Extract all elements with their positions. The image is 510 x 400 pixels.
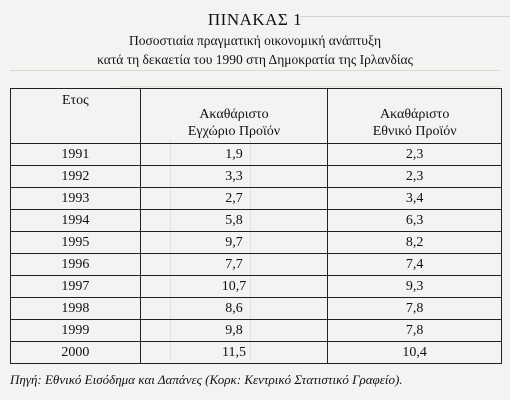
cell-gdp: 2,7 <box>140 188 328 210</box>
cell-year: 1996 <box>11 254 141 276</box>
cell-gnp: 8,2 <box>328 232 502 254</box>
source-note: Πηγή: Εθνικό Εισόδημα και Δαπάνες (Κορκ: Κεντρικό Στατιστικό Γραφείο). <box>10 372 403 387</box>
cell-year: 1992 <box>11 166 141 188</box>
table-row <box>11 342 502 364</box>
table-row <box>11 188 502 210</box>
table-title: ΠΙΝΑΚΑΣ 1 <box>207 10 303 29</box>
cell-gnp: 7,4 <box>328 254 502 276</box>
bleed-through-line <box>10 70 500 71</box>
table-header-row <box>11 89 502 144</box>
table-row <box>11 298 502 320</box>
cell-gnp: 9,3 <box>328 276 502 298</box>
cell-year: 2000 <box>11 342 141 364</box>
cell-year: 1993 <box>11 188 141 210</box>
table-row <box>11 210 502 232</box>
cell-year: 1998 <box>11 298 141 320</box>
cell-gnp: 2,3 <box>328 144 502 166</box>
cell-year: 1997 <box>11 276 141 298</box>
cell-gdp: 9,7 <box>140 232 328 254</box>
cell-gdp: 5,8 <box>140 210 328 232</box>
cell-gnp: 7,8 <box>328 298 502 320</box>
header-gdp-line-2: Εγχώριο Προϊόν <box>187 124 281 139</box>
cell-gnp: 7,8 <box>328 320 502 342</box>
cell-gdp: 8,6 <box>140 298 328 320</box>
cell-gdp: 7,7 <box>140 254 328 276</box>
table-row <box>11 144 502 166</box>
growth-table <box>10 88 502 364</box>
cell-gnp: 6,3 <box>328 210 502 232</box>
cell-gdp: 10,7 <box>140 276 328 298</box>
table-row <box>11 254 502 276</box>
header-year: Ετος <box>11 89 141 144</box>
cell-year: 1999 <box>11 320 141 342</box>
header-gnp-line-2: Εθνικό Προϊόν <box>372 124 457 139</box>
table-subtitle-line-2: κατά τη δεκαετία του 1990 στη Δημοκρατία της Ιρλανδίας <box>97 52 413 67</box>
header-gdp-line-1: Ακαθάριστο <box>199 107 269 122</box>
bleed-through-line <box>120 86 500 87</box>
cell-year: 1991 <box>11 144 141 166</box>
cell-gdp: 9,8 <box>140 320 328 342</box>
table-row <box>11 276 502 298</box>
table-row <box>11 320 502 342</box>
table-row <box>11 232 502 254</box>
table-subtitle-line-1: Ποσοστιαία πραγματική οικονομική ανάπτυξη <box>128 33 382 48</box>
cell-gnp: 2,3 <box>328 166 502 188</box>
cell-gnp: 10,4 <box>328 342 502 364</box>
cell-gdp: 3,3 <box>140 166 328 188</box>
cell-year: 1995 <box>11 232 141 254</box>
cell-gdp: 1,9 <box>140 144 328 166</box>
header-gdp <box>140 89 328 144</box>
cell-gnp: 3,4 <box>328 188 502 210</box>
header-gnp <box>328 89 502 144</box>
cell-year: 1994 <box>11 210 141 232</box>
header-gnp-line-1: Ακαθάριστο <box>379 107 450 122</box>
table-row <box>11 166 502 188</box>
cell-gdp: 11,5 <box>140 342 328 364</box>
